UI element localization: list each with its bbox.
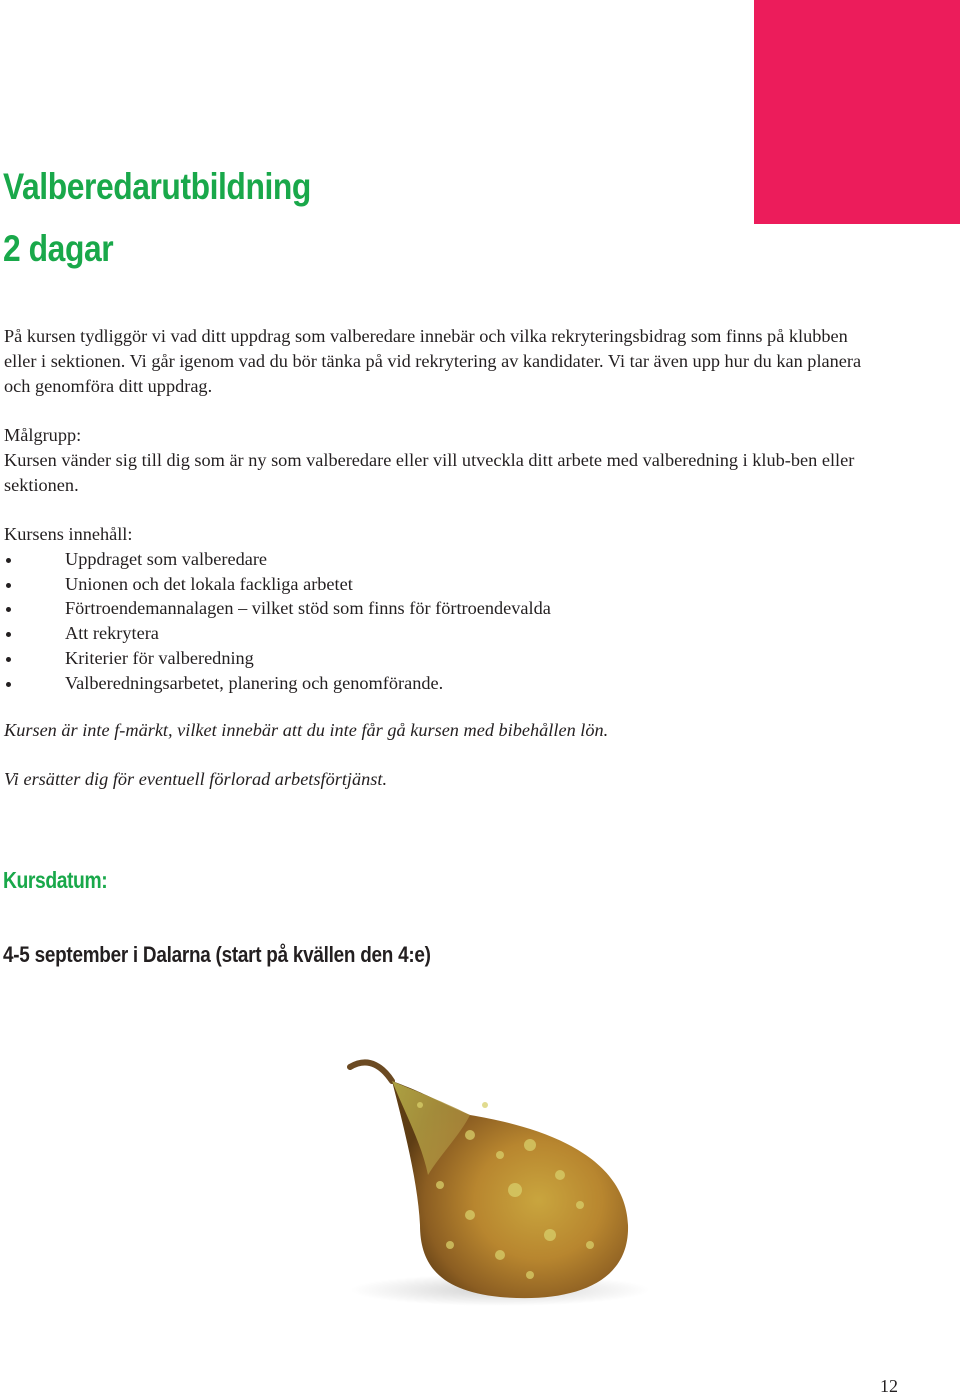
compensation-note: Vi ersätter dig för eventuell förlorad arbetsförtjänst.	[4, 769, 388, 789]
list-item: Valberedningsarbetet, planering och genomförande.	[4, 671, 884, 696]
target-group-section	[4, 423, 884, 497]
course-intro: På kursen tydliggör vi vad ditt uppdrag som valberedare innebär och vilka rekryteringsbidrag som finns på klubben eller i sektionen. Vi går igenom vad du bör tänka på vid rekrytering av kandidater. Vi tar även upp hur du kan planera och genomföra ditt uppdrag.	[4, 326, 862, 396]
list-item: Unionen och det lokala fackliga arbetet	[4, 572, 884, 597]
course-title: Valberedarutbildning	[3, 166, 311, 207]
decorative-pink-block	[754, 0, 960, 224]
course-content-label: Kursens innehåll:	[4, 524, 133, 544]
bullet-icon	[6, 583, 11, 588]
bullet-icon	[6, 558, 11, 563]
bullet-icon	[6, 657, 11, 662]
page-number: 12	[880, 1376, 898, 1396]
list-item: Kriterier för valberedning	[4, 646, 884, 671]
course-date-label: Kursdatum:	[3, 867, 108, 893]
course-duration: 2 dagar	[3, 228, 114, 269]
bullet-icon	[6, 607, 11, 612]
list-item: Förtroendemannalagen – vilket stöd som finns för förtroendevalda	[4, 596, 884, 621]
course-content-section	[4, 522, 884, 696]
bullet-icon	[6, 682, 11, 687]
list-item: Att rekrytera	[4, 621, 884, 646]
course-content-list	[4, 547, 884, 696]
list-item: Uppdraget som valberedare	[4, 547, 884, 572]
target-group-text: Kursen vänder sig till dig som är ny som valberedare eller vill utveckla ditt arbete med valberedning i klub-ben eller sektionen.	[4, 449, 855, 495]
target-group-label: Målgrupp:	[4, 425, 82, 445]
bullet-icon	[6, 632, 11, 637]
f-marked-note: Kursen är inte f-märkt, vilket innebär att du inte får gå kursen med bibehållen lön.	[4, 720, 609, 740]
course-date-value: 4-5 september i Dalarna (start på kvällen den 4:e)	[3, 942, 431, 967]
pear-photo	[170, 985, 670, 1315]
